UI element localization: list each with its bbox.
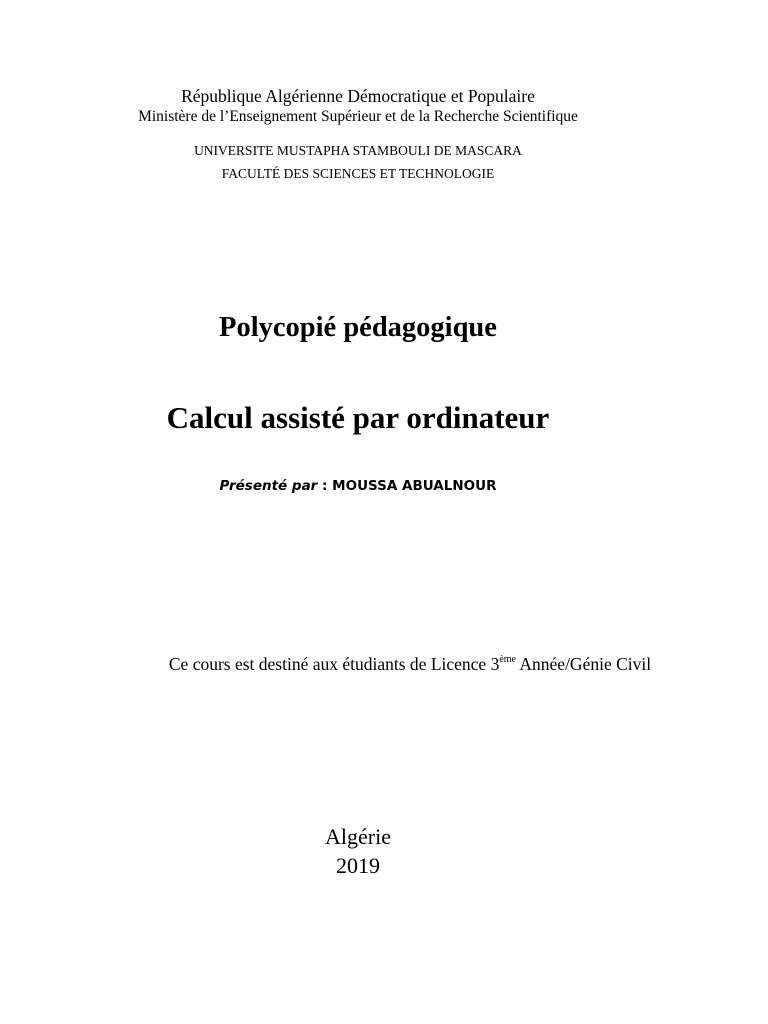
university-name bbox=[0, 143, 742, 159]
audience-prefix: Ce cours est destiné aux étudiants de Licence 3 bbox=[168, 654, 500, 674]
ministry-name: Ministère de l’Enseignement Supérieur et de la Recherche Scientifique bbox=[138, 108, 578, 125]
faculty-name: FACULTÉ DES SCIENCES ET TECHNOLOGIE bbox=[221, 166, 495, 181]
presenter-label: Présenté par bbox=[219, 478, 318, 494]
audience-suffix: Année/Génie Civil bbox=[515, 654, 652, 674]
presenter-name: MOUSSA ABUALNOUR bbox=[332, 478, 497, 494]
presenter-line bbox=[0, 478, 742, 494]
document-type: Polycopié pédagogique bbox=[219, 312, 497, 343]
audience-superscript: ème bbox=[499, 654, 516, 665]
decorative-dot: . bbox=[192, 149, 195, 157]
republic-name: République Algérienne Démocratique et Populaire bbox=[181, 86, 535, 106]
decorative-dot: . bbox=[521, 149, 524, 157]
university-name-text: UNIVERSITE MUSTAPHA STAMBOULI DE MASCARA bbox=[194, 143, 522, 158]
year: 2019 bbox=[336, 853, 380, 878]
audience-line bbox=[26, 654, 768, 675]
document-title: Calcul assisté par ordinateur bbox=[166, 400, 550, 435]
country: Algérie bbox=[325, 824, 391, 849]
presenter-separator: : bbox=[317, 478, 333, 494]
